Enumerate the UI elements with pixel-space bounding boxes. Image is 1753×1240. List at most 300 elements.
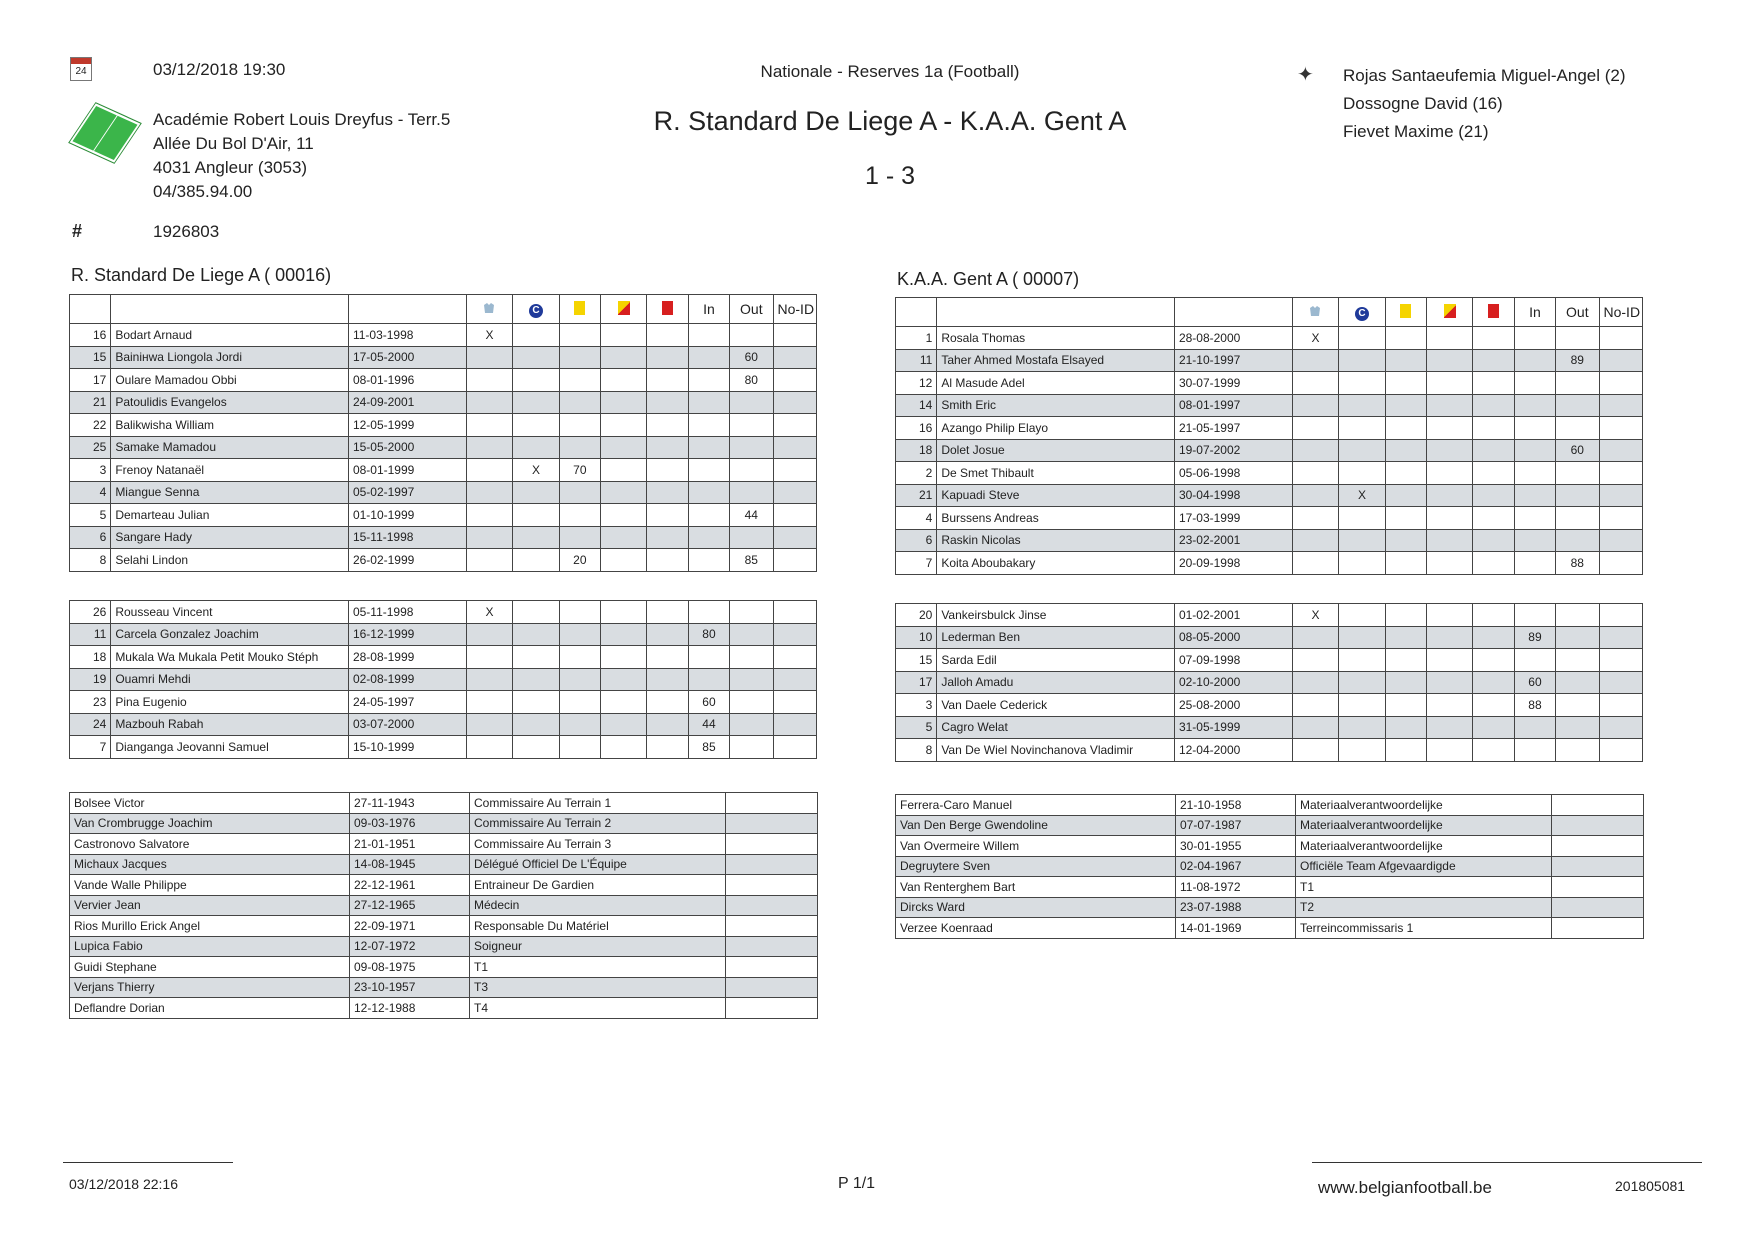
player-row: [70, 346, 817, 369]
captain-mark: X: [1339, 484, 1385, 507]
shirt-number: 19: [70, 668, 111, 691]
sub-in-minute: [1514, 372, 1555, 395]
captain-mark: [513, 324, 559, 347]
yellow-card-minute: [559, 736, 600, 759]
sub-in-minute: [688, 459, 729, 482]
birth-date: 07-09-1998: [1174, 649, 1292, 672]
captain-mark: [513, 549, 559, 572]
captain-header: [1339, 298, 1385, 327]
shirt-number: 4: [70, 481, 111, 504]
player-name: Koita Aboubakary: [937, 552, 1175, 575]
goalkeeper-mark: [466, 504, 512, 527]
staff-birth-date: 14-01-1969: [1176, 918, 1296, 939]
player-name: Smith Eric: [937, 394, 1175, 417]
staff-row: [896, 877, 1644, 898]
no-id-mark: [1599, 327, 1643, 350]
sub-out-minute: [1556, 604, 1599, 627]
goalkeeper-mark: [466, 481, 512, 504]
goalkeeper-mark: [466, 549, 512, 572]
staff-name: Van Overmeire Willem: [896, 836, 1176, 857]
staff-row: [70, 854, 818, 875]
red-card-minute: [1473, 739, 1514, 762]
captain-mark: [513, 346, 559, 369]
no-id-mark: [1599, 671, 1643, 694]
yellow-card-icon: [1400, 304, 1411, 318]
player-name: Cagro Welat: [937, 716, 1175, 739]
staff-role: Materiaalverantwoordelijke: [1296, 795, 1552, 816]
goalkeeper-mark: [1292, 552, 1338, 575]
staff-name: Dircks Ward: [896, 897, 1176, 918]
header-row: [70, 295, 817, 324]
no-id-mark: [1599, 462, 1643, 485]
red-card-icon: [662, 301, 673, 315]
player-row: [70, 481, 817, 504]
player-row: [70, 459, 817, 482]
shirt-number: 11: [70, 623, 111, 646]
player-row: [896, 529, 1643, 552]
match-title: R. Standard De Liege A - K.A.A. Gent A: [653, 106, 1127, 136]
yellow-card-minute: [559, 668, 600, 691]
red-card-minute: [647, 601, 688, 624]
sub-out-minute: [1556, 671, 1599, 694]
staff-extra: [1552, 856, 1644, 877]
player-name: Mukala Wa Mukala Petit Mouko Stéph: [111, 646, 349, 669]
staff-extra: [726, 854, 818, 875]
goalkeeper-mark: X: [466, 324, 512, 347]
player-name: Mazbouh Rabah: [111, 713, 349, 736]
birth-date: 11-03-1998: [348, 324, 466, 347]
yellow-red-minute: [601, 646, 647, 669]
birth-date: 17-03-1999: [1174, 507, 1292, 530]
yellow-red-minute: [601, 668, 647, 691]
red-card-minute: [647, 414, 688, 437]
player-row: [896, 462, 1643, 485]
staff-birth-date: 21-10-1958: [1176, 795, 1296, 816]
goalkeeper-mark: [466, 646, 512, 669]
yellow-red-minute: [601, 526, 647, 549]
yellow-red-minute: [1427, 739, 1473, 762]
red-card-minute: [1473, 372, 1514, 395]
sub-out-minute: [1556, 739, 1599, 762]
shirt-number: 16: [70, 324, 111, 347]
sub-out-minute: [730, 526, 773, 549]
no-id-mark: [1599, 349, 1643, 372]
no-id-mark: [773, 601, 817, 624]
birth-date: 01-10-1999: [348, 504, 466, 527]
birth-date: 30-07-1999: [1174, 372, 1292, 395]
goalkeeper-mark: [1292, 739, 1338, 762]
staff-row: [70, 977, 818, 998]
staff-birth-date: 02-04-1967: [1176, 856, 1296, 877]
goalkeeper-mark: [466, 713, 512, 736]
staff-birth-date: 30-01-1955: [1176, 836, 1296, 857]
player-row: [896, 604, 1643, 627]
sub-out-minute: [730, 713, 773, 736]
captain-mark: [513, 436, 559, 459]
yellow-red-minute: [601, 459, 647, 482]
shirt-number: 21: [896, 484, 937, 507]
yellow-card-minute: [559, 481, 600, 504]
staff-birth-date: 22-09-1971: [350, 916, 470, 937]
no-id-mark: [773, 369, 817, 392]
birth-date: 30-04-1998: [1174, 484, 1292, 507]
sub-in-minute: [1514, 349, 1555, 372]
sub-in-minute: [1514, 417, 1555, 440]
player-name: Al Masude Adel: [937, 372, 1175, 395]
staff-row: [70, 957, 818, 978]
birth-date: 31-05-1999: [1174, 716, 1292, 739]
no-id-mark: [1599, 439, 1643, 462]
player-row: [70, 668, 817, 691]
captain-mark: [1339, 739, 1385, 762]
goalkeeper-mark: X: [1292, 604, 1338, 627]
staff-role: Commissaire Au Terrain 3: [470, 834, 726, 855]
yellow-card-minute: [559, 369, 600, 392]
home-starters-table: [69, 294, 817, 572]
birth-date: 21-05-1997: [1174, 417, 1292, 440]
shirt-number: 10: [896, 626, 937, 649]
goalkeeper-mark: [1292, 507, 1338, 530]
captain-mark: [1339, 671, 1385, 694]
sub-out-minute: [730, 414, 773, 437]
header-name: [111, 295, 349, 324]
red-card-minute: [1473, 484, 1514, 507]
venue-line: 04/385.94.00: [153, 182, 253, 201]
captain-mark: [513, 713, 559, 736]
sub-out-minute: 80: [730, 369, 773, 392]
sub-out-minute: [730, 391, 773, 414]
yellow-card-minute: [559, 436, 600, 459]
goalkeeper-mark: X: [466, 601, 512, 624]
yellow-card-minute: [1385, 552, 1426, 575]
player-name: Ouamri Mehdi: [111, 668, 349, 691]
header-noid: No-ID: [773, 295, 817, 324]
red-card-minute: [647, 668, 688, 691]
yellow-red-minute: [1427, 394, 1473, 417]
player-name: Miangue Senna: [111, 481, 349, 504]
player-name: Rousseau Vincent: [111, 601, 349, 624]
sub-in-minute: [688, 324, 729, 347]
player-row: [896, 739, 1643, 762]
birth-date: 19-07-2002: [1174, 439, 1292, 462]
header-in: In: [1514, 298, 1555, 327]
player-name: Van Daele Cederick: [937, 694, 1175, 717]
yellow-red-minute: [601, 414, 647, 437]
sub-in-minute: [688, 481, 729, 504]
sub-out-minute: 85: [730, 549, 773, 572]
staff-row: [70, 916, 818, 937]
competition-name: Nationale - Reserves 1a (Football): [760, 62, 1020, 81]
staff-extra: [1552, 795, 1644, 816]
header-number: [70, 295, 111, 324]
player-name: Dolet Josue: [937, 439, 1175, 462]
captain-icon: C: [1355, 307, 1369, 321]
birth-date: 08-01-1996: [348, 369, 466, 392]
captain-mark: [1339, 529, 1385, 552]
staff-birth-date: 12-07-1972: [350, 936, 470, 957]
player-name: Pina Eugenio: [111, 691, 349, 714]
yellow-red-minute: [1427, 552, 1473, 575]
yellow-red-minute: [1427, 462, 1473, 485]
captain-mark: [513, 646, 559, 669]
yellow-red-minute: [601, 713, 647, 736]
staff-name: Vervier Jean: [70, 895, 350, 916]
sub-out-minute: [730, 459, 773, 482]
away-team-name: K.A.A. Gent A ( 00007): [897, 269, 1080, 289]
staff-name: Verjans Thierry: [70, 977, 350, 998]
header-in: In: [688, 295, 729, 324]
player-name: Burssens Andreas: [937, 507, 1175, 530]
staff-name: Castronovo Salvatore: [70, 834, 350, 855]
sub-in-minute: [1514, 394, 1555, 417]
yellow-red-card-header: [1427, 298, 1473, 327]
red-card-minute: [647, 549, 688, 572]
staff-row: [70, 813, 818, 834]
yellow-card-minute: 70: [559, 459, 600, 482]
captain-mark: [1339, 439, 1385, 462]
captain-mark: [513, 391, 559, 414]
red-card-minute: [647, 736, 688, 759]
red-card-header: [1473, 298, 1514, 327]
red-card-minute: [647, 324, 688, 347]
red-card-minute: [1473, 439, 1514, 462]
yellow-red-minute: [601, 601, 647, 624]
player-row: [70, 691, 817, 714]
sub-in-minute: [1514, 529, 1555, 552]
player-row: [70, 391, 817, 414]
shirt-number: 3: [70, 459, 111, 482]
sub-in-minute: [1514, 716, 1555, 739]
shirt-number: 5: [896, 716, 937, 739]
staff-extra: [1552, 836, 1644, 857]
no-id-mark: [773, 346, 817, 369]
sub-out-minute: [1556, 327, 1599, 350]
yellow-red-minute: [601, 391, 647, 414]
captain-mark: [1339, 417, 1385, 440]
yellow-red-minute: [601, 691, 647, 714]
yellow-card-minute: [1385, 529, 1426, 552]
player-row: [70, 526, 817, 549]
player-name: Van De Wiel Novinchanova Vladimir: [937, 739, 1175, 762]
staff-extra: [1552, 897, 1644, 918]
captain-mark: [1339, 552, 1385, 575]
staff-row: [896, 918, 1644, 939]
yellow-card-minute: [1385, 349, 1426, 372]
staff-role: T2: [1296, 897, 1552, 918]
staff-role: Materiaalverantwoordelijke: [1296, 836, 1552, 857]
staff-row: [896, 815, 1644, 836]
staff-name: Bolsee Victor: [70, 793, 350, 814]
birth-date: 28-08-1999: [348, 646, 466, 669]
goalkeeper-mark: [466, 346, 512, 369]
staff-name: Van Den Berge Gwendoline: [896, 815, 1176, 836]
player-name: Balikwisha William: [111, 414, 349, 437]
venue-line: Allée Du Bol D'Air, 11: [153, 134, 314, 153]
staff-extra: [1552, 877, 1644, 898]
shirt-number: 7: [70, 736, 111, 759]
shirt-number: 26: [70, 601, 111, 624]
player-row: [70, 623, 817, 646]
birth-date: 05-02-1997: [348, 481, 466, 504]
sub-in-minute: [688, 436, 729, 459]
captain-mark: [1339, 507, 1385, 530]
goalkeeper-mark: [466, 459, 512, 482]
player-row: [896, 439, 1643, 462]
shirt-number: 24: [70, 713, 111, 736]
red-card-minute: [1473, 417, 1514, 440]
shirt-number: 12: [896, 372, 937, 395]
shirt-number: 22: [70, 414, 111, 437]
staff-role: Materiaalverantwoordelijke: [1296, 815, 1552, 836]
header-birthdate: [1174, 298, 1292, 327]
yellow-card-minute: [559, 691, 600, 714]
yellow-card-minute: [1385, 462, 1426, 485]
yellow-card-minute: [559, 324, 600, 347]
yellow-card-minute: [1385, 394, 1426, 417]
sub-out-minute: 60: [1556, 439, 1599, 462]
captain-mark: [513, 526, 559, 549]
birth-date: 03-07-2000: [348, 713, 466, 736]
birth-date: 16-12-1999: [348, 623, 466, 646]
sub-in-minute: [1514, 507, 1555, 530]
no-id-mark: [773, 736, 817, 759]
goalkeeper-mark: [1292, 484, 1338, 507]
staff-row: [896, 795, 1644, 816]
home-team-name: R. Standard De Liege A ( 00016): [71, 265, 332, 285]
staff-name: Deflandre Dorian: [70, 998, 350, 1019]
captain-mark: [513, 668, 559, 691]
staff-role: Médecin: [470, 895, 726, 916]
sub-in-minute: [688, 346, 729, 369]
no-id-mark: [1599, 484, 1643, 507]
staff-name: Verzee Koenraad: [896, 918, 1176, 939]
no-id-mark: [773, 459, 817, 482]
player-name: Demarteau Julian: [111, 504, 349, 527]
shirt-number: 15: [70, 346, 111, 369]
birth-date: 17-05-2000: [348, 346, 466, 369]
yellow-red-minute: [1427, 649, 1473, 672]
player-row: [896, 649, 1643, 672]
staff-role: T4: [470, 998, 726, 1019]
match-number: 1926803: [153, 222, 220, 241]
sub-out-minute: [1556, 417, 1599, 440]
no-id-mark: [1599, 716, 1643, 739]
hash-label: #: [72, 221, 83, 241]
home-subs-table: [69, 600, 817, 759]
sub-in-minute: 89: [1514, 626, 1555, 649]
venue-address: [153, 108, 450, 204]
staff-name: Lupica Fabio: [70, 936, 350, 957]
sub-out-minute: 89: [1556, 349, 1599, 372]
red-card-minute: [1473, 507, 1514, 530]
red-card-minute: [1473, 462, 1514, 485]
captain-mark: [513, 736, 559, 759]
birth-date: 26-02-1999: [348, 549, 466, 572]
sub-out-minute: [1556, 484, 1599, 507]
captain-mark: [513, 481, 559, 504]
goalkeeper-mark: [1292, 394, 1338, 417]
yellow-card-minute: [1385, 327, 1426, 350]
no-id-mark: [1599, 417, 1643, 440]
staff-name: Michaux Jacques: [70, 854, 350, 875]
staff-role: Soigneur: [470, 936, 726, 957]
captain-mark: [513, 601, 559, 624]
no-id-mark: [1599, 604, 1643, 627]
website-link[interactable]: www.belgianfootball.be: [1318, 1178, 1492, 1197]
player-name: Bodart Arnaud: [111, 324, 349, 347]
shirt-number: 16: [896, 417, 937, 440]
sub-in-minute: 60: [1514, 671, 1555, 694]
birth-date: 12-04-2000: [1174, 739, 1292, 762]
staff-birth-date: 14-08-1945: [350, 854, 470, 875]
staff-name: Van Renterghem Bart: [896, 877, 1176, 898]
staff-name: Ferrera-Caro Manuel: [896, 795, 1176, 816]
player-name: Raskin Nicolas: [937, 529, 1175, 552]
red-card-minute: [647, 623, 688, 646]
yellow-card-header: [559, 295, 600, 324]
staff-extra: [726, 875, 818, 896]
shirt-number: 5: [70, 504, 111, 527]
yellow-card-minute: [1385, 372, 1426, 395]
staff-extra: [1552, 815, 1644, 836]
birth-date: 15-10-1999: [348, 736, 466, 759]
referee-name: Fievet Maxime (21): [1343, 122, 1489, 141]
shirt-number: 21: [70, 391, 111, 414]
shirt-number: 20: [896, 604, 937, 627]
shirt-number: 4: [896, 507, 937, 530]
birth-date: 23-02-2001: [1174, 529, 1292, 552]
shirt-number: 17: [896, 671, 937, 694]
captain-mark: [513, 691, 559, 714]
goalkeeper-mark: X: [1292, 327, 1338, 350]
sub-out-minute: [1556, 529, 1599, 552]
yellow-card-minute: [1385, 649, 1426, 672]
player-name: Dianganga Jeovanni Samuel: [111, 736, 349, 759]
shirt-number: 17: [70, 369, 111, 392]
staff-extra: [726, 793, 818, 814]
goalkeeper-header: [466, 295, 512, 324]
goalkeeper-mark: [1292, 439, 1338, 462]
player-row: [70, 369, 817, 392]
yellow-red-minute: [1427, 529, 1473, 552]
yellow-card-minute: [559, 346, 600, 369]
yellow-card-minute: [559, 623, 600, 646]
player-row: [896, 507, 1643, 530]
player-name: Oulare Mamadou Obbi: [111, 369, 349, 392]
no-id-mark: [773, 713, 817, 736]
sub-out-minute: 60: [730, 346, 773, 369]
red-card-minute: [1473, 694, 1514, 717]
red-card-minute: [1473, 327, 1514, 350]
player-row: [896, 349, 1643, 372]
captain-mark: [513, 504, 559, 527]
goalkeeper-mark: [466, 736, 512, 759]
birth-date: 08-01-1997: [1174, 394, 1292, 417]
staff-name: Vande Walle Philippe: [70, 875, 350, 896]
sub-out-minute: [730, 601, 773, 624]
staff-row: [896, 856, 1644, 877]
player-name: Taher Ahmed Mostafa Elsayed: [937, 349, 1175, 372]
no-id-mark: [773, 668, 817, 691]
yellow-red-minute: [1427, 626, 1473, 649]
sub-in-minute: 60: [688, 691, 729, 714]
shirt-number: 3: [896, 694, 937, 717]
away-staff-table: [895, 794, 1644, 939]
no-id-mark: [773, 623, 817, 646]
captain-mark: [1339, 462, 1385, 485]
home-staff-table: [69, 792, 818, 1019]
yellow-red-minute: [1427, 604, 1473, 627]
